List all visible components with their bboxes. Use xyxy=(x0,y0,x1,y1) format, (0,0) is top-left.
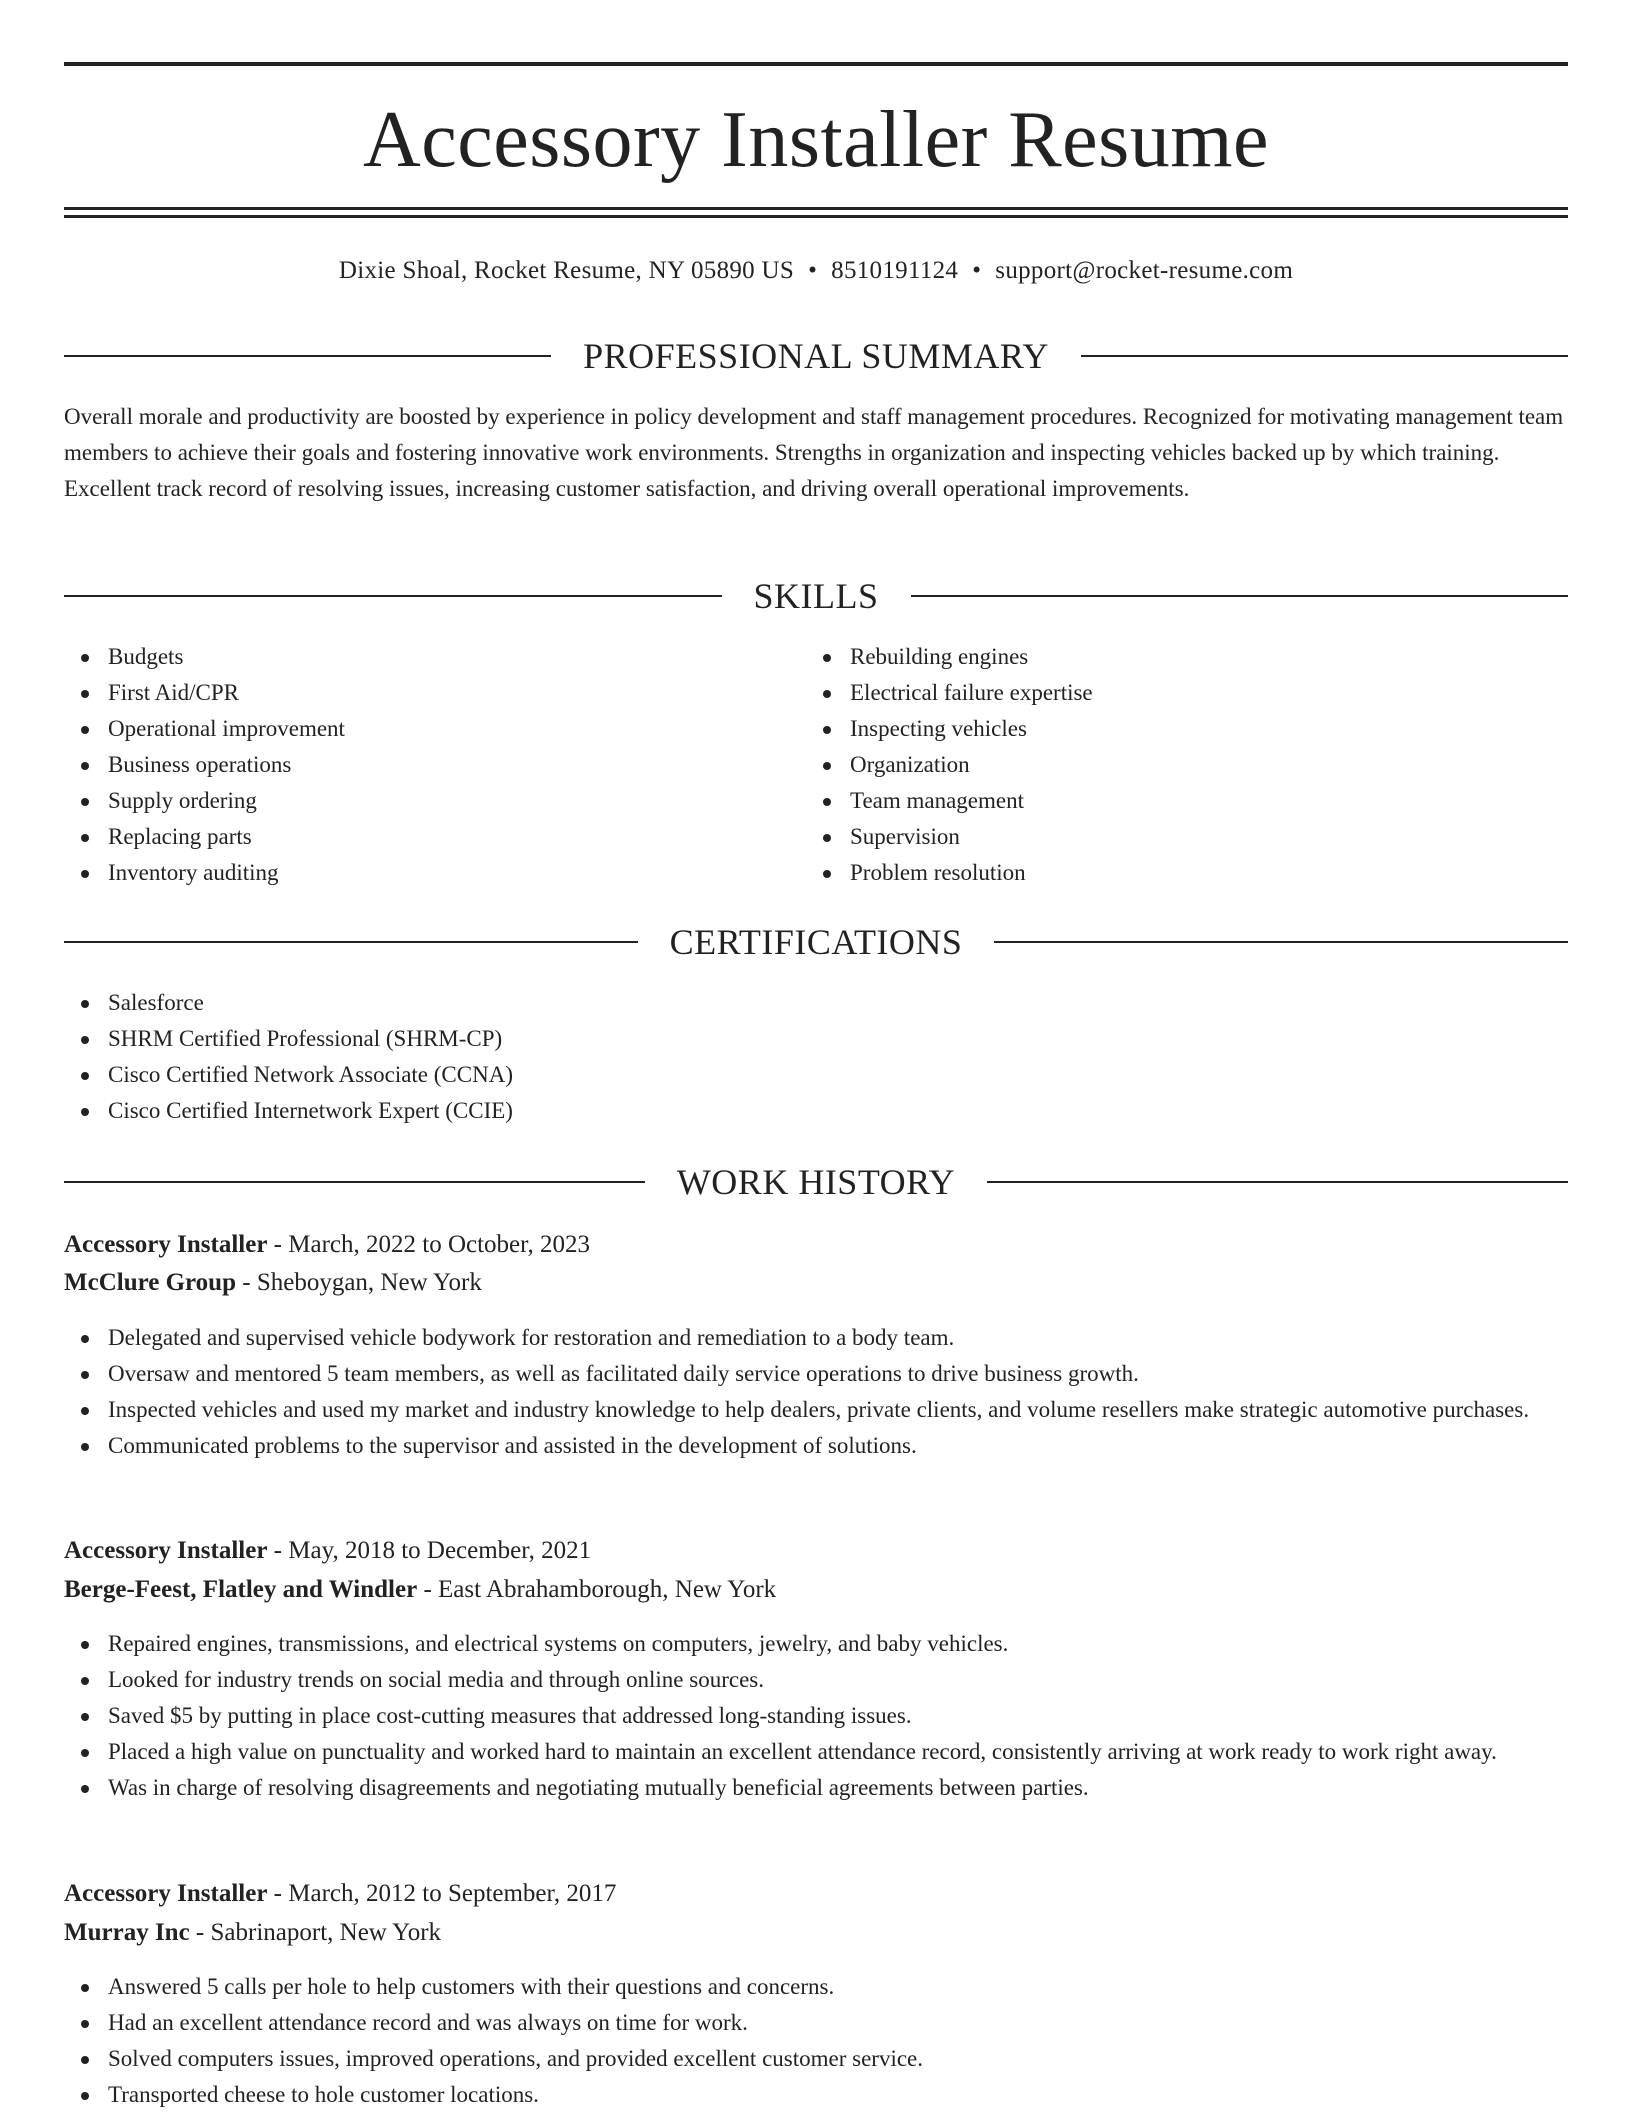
summary-text: Overall morale and productivity are boosted by experience in policy development and staff management procedures. Recognized for motivating management team members to achieve their goals and fostering innovative work environments. Strengths in organization and inspecting vehicles backed up by which training. Excellent track record of resolving issues, increasing customer satisfaction, and driving overall operational improvements. xyxy=(64,404,1564,501)
certification-item: SHRM Certified Professional (SHRM-CP) xyxy=(64,1021,1568,1057)
heading-rule-right xyxy=(1081,355,1568,357)
bullet-icon xyxy=(81,1407,89,1415)
heading-rule-left xyxy=(64,355,551,357)
bullet-icon xyxy=(81,1335,89,1343)
job-bullet: Solved computers issues, improved operations, and provided excellent customer service. xyxy=(64,2041,1568,2077)
skill-item: Electrical failure expertise xyxy=(806,675,1566,711)
summary-heading xyxy=(64,334,1568,378)
job-title-line xyxy=(64,1875,1568,1913)
bullet-icon xyxy=(81,2092,89,2100)
bullet-icon xyxy=(823,870,831,878)
job-title: Accessory Installer xyxy=(64,1231,268,1258)
bullet-icon xyxy=(81,1000,89,1008)
header-bottom-rule-2 xyxy=(64,215,1568,218)
job-location: - Sabrinaport, New York xyxy=(189,1919,442,1946)
certifications-list xyxy=(64,985,1568,1129)
bullet-icon xyxy=(81,690,89,698)
bullet-icon xyxy=(823,798,831,806)
job-company: Murray Inc xyxy=(64,1919,190,1946)
skill-item: Inspecting vehicles xyxy=(806,711,1566,747)
heading-rule-right xyxy=(994,941,1568,943)
bullet-icon xyxy=(81,1072,89,1080)
job-company-line xyxy=(64,1914,1568,1952)
job-bullet: Answered 5 calls per hole to help customers with their questions and concerns. xyxy=(64,1969,1568,2005)
resume-title: Accessory Installer Resume xyxy=(362,96,1270,184)
bullet-icon xyxy=(81,1713,89,1721)
contact-separator: • xyxy=(972,257,982,284)
skill-item: Organization xyxy=(806,747,1566,783)
skills-list-right xyxy=(806,639,1566,891)
bullet-icon xyxy=(823,834,831,842)
job-bullet: Saved $5 by putting in place cost-cutting measures that addressed long-standing issues. xyxy=(64,1698,1568,1734)
job-dates: - March, 2012 to September, 2017 xyxy=(267,1880,617,1907)
job-company-line xyxy=(64,1264,1568,1302)
skill-item: Business operations xyxy=(64,747,804,783)
contact-address: Dixie Shoal, Rocket Resume, NY 05890 US xyxy=(338,257,795,284)
heading-rule-left xyxy=(64,595,722,597)
job-bullets xyxy=(64,1320,1568,1464)
skills-list-left xyxy=(64,639,804,891)
bullet-icon xyxy=(81,1749,89,1757)
job-bullet: Communicated problems to the supervisor and assisted in the development of solutions. xyxy=(64,1428,1568,1464)
job-bullet: Oversaw and mentored 5 team members, as well as facilitated daily service operations to drive business growth. xyxy=(64,1356,1568,1392)
bullet-icon xyxy=(81,1785,89,1793)
job-bullet: Had an excellent attendance record and was always on time for work. xyxy=(64,2005,1568,2041)
job-dates: - May, 2018 to December, 2021 xyxy=(267,1537,592,1564)
skill-item: First Aid/CPR xyxy=(64,675,804,711)
bullet-icon xyxy=(81,1984,89,1992)
bullet-icon xyxy=(81,834,89,842)
heading-rule-right xyxy=(911,595,1569,597)
bullet-icon xyxy=(81,1108,89,1116)
job-bullets xyxy=(64,1969,1568,2113)
skill-item: Replacing parts xyxy=(64,819,804,855)
job-bullet: Looked for industry trends on social media and through online sources. xyxy=(64,1662,1568,1698)
bullet-icon xyxy=(81,1371,89,1379)
bullet-icon xyxy=(823,690,831,698)
job-location: - East Abrahamborough, New York xyxy=(417,1576,777,1603)
bullet-icon xyxy=(81,2020,89,2028)
job-bullet: Placed a high value on punctuality and worked hard to maintain an excellent attendance record, consistently arriving at work ready to work right away. xyxy=(64,1734,1568,1770)
certification-item: Salesforce xyxy=(64,985,1568,1021)
bullet-icon xyxy=(823,654,831,662)
skill-item: Team management xyxy=(806,783,1566,819)
certification-item: Cisco Certified Internetwork Expert (CCIE) xyxy=(64,1093,1568,1129)
job-title: Accessory Installer xyxy=(64,1537,268,1564)
contact-separator: • xyxy=(808,257,818,284)
job-company: Berge-Feest, Flatley and Windler xyxy=(64,1576,418,1603)
job-location: - Sheboygan, New York xyxy=(236,1269,482,1296)
bullet-icon xyxy=(81,1036,89,1044)
job-bullet: Repaired engines, transmissions, and electrical systems on computers, jewelry, and baby vehicles. xyxy=(64,1626,1568,1662)
skill-item: Supply ordering xyxy=(64,783,804,819)
skills-heading-label: SKILLS xyxy=(753,576,879,616)
skill-item: Problem resolution xyxy=(806,855,1566,891)
work-history-heading-label: WORK HISTORY xyxy=(676,1162,956,1202)
skill-item: Rebuilding engines xyxy=(806,639,1566,675)
work-history-heading xyxy=(64,1160,1568,1204)
bullet-icon xyxy=(823,726,831,734)
skill-item: Budgets xyxy=(64,639,804,675)
bullet-icon xyxy=(823,762,831,770)
header-bottom-rule-1 xyxy=(64,207,1568,210)
heading-rule-left xyxy=(64,941,638,943)
job-title-line xyxy=(64,1226,1568,1264)
job-bullet: Was in charge of resolving disagreements and negotiating mutually beneficial agreements between parties. xyxy=(64,1770,1568,1806)
job-bullets xyxy=(64,1626,1568,1806)
bullet-icon xyxy=(81,1443,89,1451)
job-dates: - March, 2022 to October, 2023 xyxy=(267,1231,590,1258)
bullet-icon xyxy=(81,726,89,734)
job-company-line xyxy=(64,1571,1568,1609)
bullet-icon xyxy=(81,1677,89,1685)
header-top-rule xyxy=(64,62,1568,66)
bullet-icon xyxy=(81,762,89,770)
job-bullet: Delegated and supervised vehicle bodywork for restoration and remediation to a body team. xyxy=(64,1320,1568,1356)
contact-phone: 8510191124 xyxy=(831,257,959,284)
job-company: McClure Group xyxy=(64,1269,236,1296)
skill-item: Inventory auditing xyxy=(64,855,804,891)
job-title-line xyxy=(64,1532,1568,1570)
bullet-icon xyxy=(81,2056,89,2064)
skill-item: Supervision xyxy=(806,819,1566,855)
skills-heading xyxy=(64,574,1568,618)
heading-rule-right xyxy=(987,1181,1568,1183)
bullet-icon xyxy=(81,870,89,878)
contact-line xyxy=(64,254,1568,288)
job-title: Accessory Installer xyxy=(64,1880,268,1907)
certifications-heading xyxy=(64,920,1568,964)
certifications-heading-label: CERTIFICATIONS xyxy=(669,922,963,962)
job-bullet: Inspected vehicles and used my market and industry knowledge to help dealers, private clients, and volume resellers make strategic automotive purchases. xyxy=(64,1392,1568,1428)
bullet-icon xyxy=(81,798,89,806)
bullet-icon xyxy=(81,1641,89,1649)
job-bullet: Transported cheese to hole customer locations. xyxy=(64,2077,1568,2113)
certification-item: Cisco Certified Network Associate (CCNA) xyxy=(64,1057,1568,1093)
contact-email: support@rocket-resume.com xyxy=(995,257,1294,284)
summary-heading-label: PROFESSIONAL SUMMARY xyxy=(583,336,1049,376)
heading-rule-left xyxy=(64,1181,645,1183)
bullet-icon xyxy=(81,654,89,662)
skill-item: Operational improvement xyxy=(64,711,804,747)
